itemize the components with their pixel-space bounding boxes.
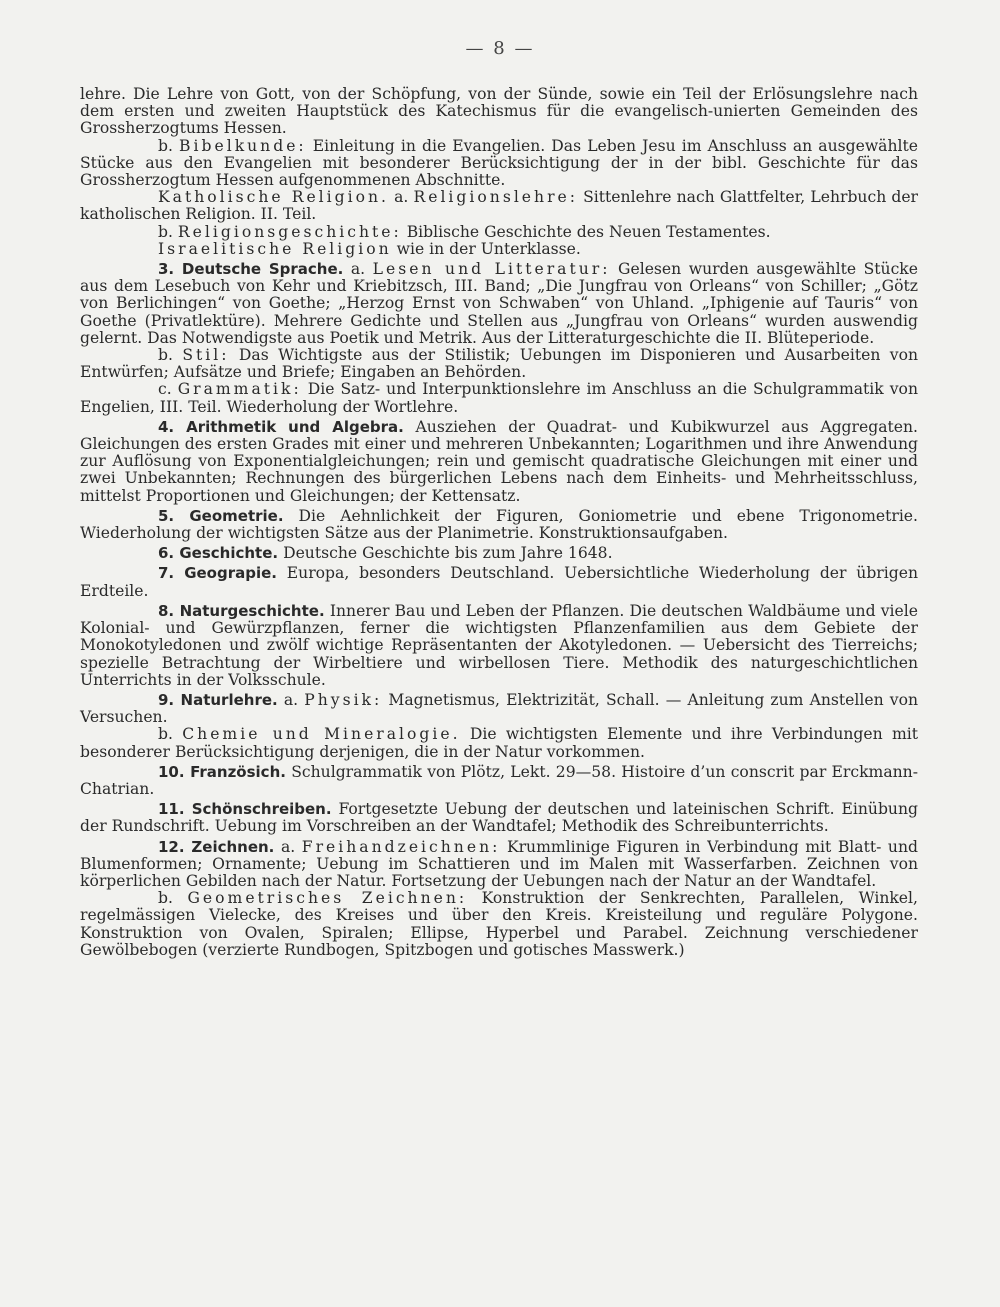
body-text: Europa, besonders Deutschland. Uebersichtliche Wiederholung der übrigen Erdteile. <box>80 564 919 600</box>
paragraph <box>80 381 918 415</box>
spaced-subheading: Lesen und Litteratur: <box>372 260 611 279</box>
spaced-subheading: Grammatik: <box>177 380 302 399</box>
body-text: b. <box>158 346 183 365</box>
body-text: Deutsche Geschichte bis zum Jahre 1648. <box>278 544 613 563</box>
body-text: Krummlinige Figuren in Verbindung mit Blatt- und Blumenformen; Ornamente; Uebung im Schattieren und im Malen mit Wasserfarben. Zeichnen von körperlichen Gebilden nach der Natur. Fortsetzung der Uebungen nach der Natur an der Wandtafel. <box>80 837 918 890</box>
spaced-subheading: Religionslehre: <box>413 188 579 207</box>
paragraph <box>80 86 918 138</box>
section-heading: 3. Deutsche Sprache. <box>158 260 344 279</box>
paragraph <box>80 347 918 381</box>
body-text: wie in der Unterklasse. <box>391 239 581 258</box>
section-heading: 10. Französich. <box>158 762 286 781</box>
paragraph <box>80 692 918 726</box>
paragraph <box>80 508 918 542</box>
paragraph <box>80 224 918 241</box>
body-text: Biblische Geschichte des Neuen Testamentes. <box>401 222 771 241</box>
spaced-subheading: Stil: <box>182 346 230 365</box>
paragraph <box>80 241 918 258</box>
paragraph <box>80 419 918 505</box>
body-text: Die Aehnlichkeit der Figuren, Goniometrie und ebene Trigonometrie. Wiederholung der wichtigsten Sätze aus der Planimetrie. Konstruktionsaufgaben. <box>80 506 918 543</box>
spaced-subheading: Freihandzeichnen: <box>301 837 501 856</box>
body-text: Magnetismus, Elektrizität, Schall. — Anleitung zum Anstellen von Versuchen. <box>80 690 919 727</box>
spaced-subheading: Geometrisches Zeichnen: <box>187 889 468 908</box>
body-text: Schulgrammatik von Plötz, Lekt. 29—58. Histoire d’un conscrit par Erckmann-Chatrian. <box>80 762 918 798</box>
spaced-subheading: Physik: <box>304 690 383 709</box>
spaced-subheading: Chemie und Mineralogie. <box>182 725 461 744</box>
body-text: Sittenlehre nach Glattfelter, Lehrbuch der katholischen Religion. II. Teil. <box>80 188 918 224</box>
body-text: b. <box>158 889 188 908</box>
spaced-subheading: Bibelkunde: <box>179 136 307 155</box>
section-heading: 5. Geometrie. <box>158 506 284 525</box>
paragraph <box>80 764 918 798</box>
paragraph <box>80 603 918 689</box>
section-heading: 6. Geschichte. <box>158 544 279 563</box>
body-text: Fortgesetzte Uebung der deutschen und lateinischen Schrift. Einübung der Rundschrift. Uebung im Vorschreiben an der Wandtafel; Methodik des Schreibunterrichts. <box>80 800 919 836</box>
body-text: Gelesen wurden ausgewählte Stücke aus dem Lesebuch von Kehr und Kriebitzsch, III. Band; „Die Jungfrau von Orleans“ von Schiller; „Götz von Berlichingen“ von Goethe; „Herzog Ernst von Schwaben“ von Uhland. „Iphigenie auf Tauris“ von Goethe (Privatlektüre). Mehrere Gedichte und Stellen aus „Jungfrau von Orleans“ wurden auswendig gelernt. Das Notwendigste aus Poetik und Metrik. Aus der Litteraturgeschichte die II. Blüteperiode. <box>80 260 918 347</box>
body-text: b. <box>158 725 183 744</box>
section-heading: 12. Zeichnen. <box>158 837 275 856</box>
spaced-subheading: Israelitische Religion <box>158 239 392 258</box>
section-heading: 7. Geograpie. <box>158 564 277 583</box>
body-text: a. <box>343 260 373 279</box>
paragraph <box>80 565 918 599</box>
spaced-subheading: Katholische Religion. <box>158 188 390 207</box>
paragraph <box>80 189 918 223</box>
section-heading: 4. Arithmetik und Algebra. <box>158 417 404 436</box>
body-text: c. <box>158 380 178 399</box>
body-text: Ausziehen der Quadrat- und Kubikwurzel aus Aggregaten. Gleichungen des ersten Grades mit einer und mehreren Unbekannten; Logarithmen und ihre Anwendung zur Auflösung von Exponentialgleichungen; rein und gemischt quadratische Gleichungen mit einer und zwei Unbekannten; Rechnungen des bürgerlichen Lebens nach dem Einheits- und Mehrheitsschluss, mittelst Proportionen und Gleichungen; der Kettensatz. <box>80 417 918 505</box>
spaced-subheading: Religionsgeschichte: <box>177 222 402 241</box>
body-text: lehre. Die Lehre von Gott, von der Schöpfung, von der Sünde, sowie ein Teil der Erlösungslehre nach dem ersten und zweiten Hauptstück des Katechismus für die evangelisch-unierten Gemeinden des Grossherzogtums Hessen. <box>80 85 918 138</box>
body-text: a. <box>274 837 302 856</box>
body-text: Konstruktion der Senkrechten, Parallelen, Winkel, regelmässigen Vielecke, des Kreises und über den Kreis. Kreisteilung und reguläre Polygone. Konstruktion von Ovalen, Spiralen; Ellipse, Hyperbel und Parabel. Zeichnung verschiedener Gewölbebogen (verzierte Rundbogen, Spitzbogen und gotisches Masswerk.) <box>80 889 918 959</box>
section-heading: 9. Naturlehre. <box>158 690 278 709</box>
body-text: Innerer Bau und Leben der Pflanzen. Die deutschen Waldbäume und viele Kolonial- und Gewürzpflanzen, ferner die wichtigsten Pflanzenfamilien aus dem Gebiete der Monokotyledonen und zwölf wichtige Repräsentanten der Akotyledonen. — Uebersicht des Tierreichs; spezielle Betrachtung der Wirbeltiere und wirbellosen Tiere. Methodik des naturgeschichtlichen Unterrichts in der Volksschule. <box>80 601 918 689</box>
body-text: b. <box>158 222 178 241</box>
paragraph <box>80 138 918 190</box>
body-text: Die wichtigsten Elemente und ihre Verbindungen mit besonderer Berücksichtigung derjenigen, die in der Natur vorkommen. <box>80 725 919 761</box>
body-text: a. <box>389 188 414 207</box>
body-text: Einleitung in die Evangelien. Das Leben Jesu im Anschluss an ausgewählte Stücke aus den Evangelien mit besonderer Berücksichtigung der in der bibl. Geschichte für das Grossherzogtum Hessen aufgenommenen Abschnitte. <box>80 136 918 190</box>
section-heading: 8. Naturgeschichte. <box>158 601 325 620</box>
body-text: Das Wichtigste aus der Stilistik; Uebungen im Disponieren und Ausarbeiten von Entwürfen; Aufsätze und Briefe; Eingaben an Behörden. <box>80 346 918 382</box>
document-body <box>80 86 918 959</box>
paragraph <box>80 801 918 835</box>
paragraph <box>80 890 918 959</box>
paragraph <box>80 545 918 562</box>
body-text: b. <box>158 136 180 155</box>
section-heading: 11. Schönschreiben. <box>158 800 332 819</box>
paragraph <box>80 839 918 891</box>
paragraph <box>80 261 918 347</box>
body-text: a. <box>277 690 305 709</box>
body-text: Die Satz- und Interpunktionslehre im Anschluss an die Schulgrammatik von Engelien, III. Teil. Wiederholung der Wortlehre. <box>80 380 918 416</box>
page-number: — 8 — <box>465 38 535 59</box>
paragraph <box>80 726 918 760</box>
